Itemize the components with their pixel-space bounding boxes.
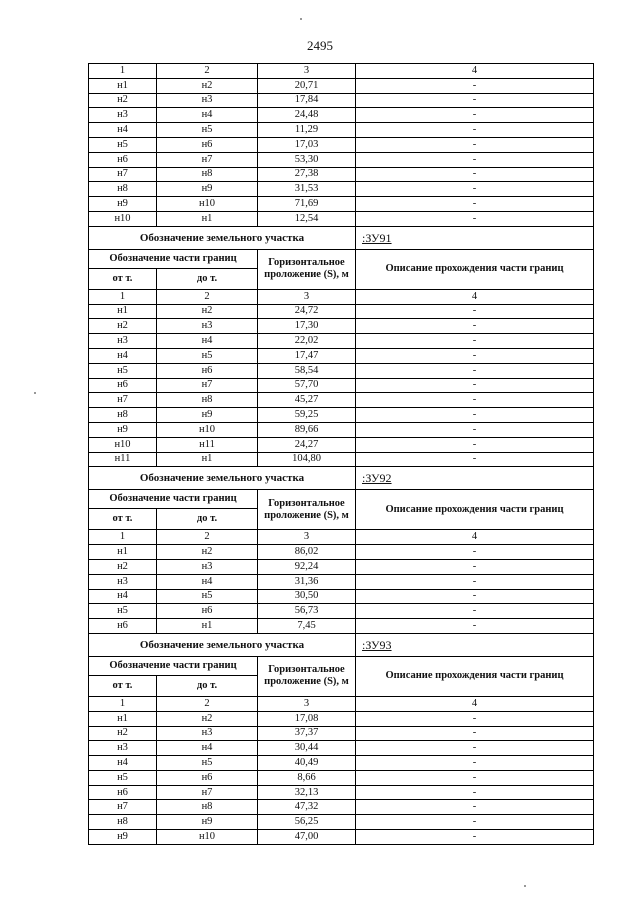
column-number: 1 [89, 696, 157, 711]
to-point-cell: н7 [157, 785, 258, 800]
table-row [89, 123, 594, 138]
distance-cell: 59,25 [258, 408, 356, 423]
description-cell: - [356, 93, 594, 108]
to-point-cell: н9 [157, 182, 258, 197]
part-boundary-header: Обозначение части границ [89, 249, 258, 268]
distance-cell: 104,80 [258, 452, 356, 467]
table-row [89, 408, 594, 423]
from-point-cell: н6 [89, 785, 157, 800]
from-point-cell: н9 [89, 422, 157, 437]
column-number: 2 [157, 530, 258, 545]
table-row [89, 589, 594, 604]
column-number: 4 [356, 64, 594, 79]
table-row [89, 756, 594, 771]
distance-cell: 7,45 [258, 619, 356, 634]
distance-cell: 92,24 [258, 559, 356, 574]
description-cell: - [356, 211, 594, 226]
to-point-cell: н5 [157, 589, 258, 604]
distance-cell: 24,27 [258, 437, 356, 452]
description-cell: - [356, 137, 594, 152]
scan-speck [524, 885, 526, 887]
from-point-cell: н8 [89, 182, 157, 197]
description-cell: - [356, 815, 594, 830]
distance-cell: 86,02 [258, 545, 356, 560]
description-cell: - [356, 741, 594, 756]
description-cell: - [356, 711, 594, 726]
from-point-cell: н3 [89, 334, 157, 349]
description-cell: - [356, 422, 594, 437]
to-point-cell: н8 [157, 800, 258, 815]
table-row [89, 545, 594, 560]
description-cell: - [356, 619, 594, 634]
distance-cell: 27,38 [258, 167, 356, 182]
to-point-cell: н6 [157, 604, 258, 619]
to-point-header: до т. [157, 675, 258, 696]
description-cell: - [356, 197, 594, 212]
description-cell: - [356, 545, 594, 560]
scan-speck [34, 392, 36, 394]
description-header: Описание прохождения части границ [356, 249, 594, 289]
distance-cell: 17,08 [258, 711, 356, 726]
to-point-cell: н2 [157, 545, 258, 560]
parcel-code: :ЗУ93 [356, 633, 594, 656]
table-row [89, 319, 594, 334]
distance-cell: 31,36 [258, 574, 356, 589]
distance-cell: 45,27 [258, 393, 356, 408]
distance-cell: 40,49 [258, 756, 356, 771]
from-point-cell: н10 [89, 211, 157, 226]
from-point-cell: н6 [89, 152, 157, 167]
to-point-cell: н5 [157, 348, 258, 363]
table-row [89, 726, 594, 741]
column-number: 3 [258, 530, 356, 545]
table-row [89, 785, 594, 800]
distance-cell: 58,54 [258, 363, 356, 378]
from-point-cell: н1 [89, 711, 157, 726]
distance-cell: 17,30 [258, 319, 356, 334]
from-point-header: от т. [89, 509, 157, 530]
from-point-cell: н9 [89, 830, 157, 845]
from-point-cell: н4 [89, 123, 157, 138]
to-point-cell: н8 [157, 393, 258, 408]
from-point-cell: н3 [89, 741, 157, 756]
table-row [89, 437, 594, 452]
to-point-cell: н9 [157, 815, 258, 830]
parcel-row [89, 467, 594, 490]
description-cell: - [356, 559, 594, 574]
from-point-cell: н7 [89, 393, 157, 408]
part-boundary-header: Обозначение части границ [89, 656, 258, 675]
table-row [89, 559, 594, 574]
to-point-cell: н5 [157, 123, 258, 138]
from-point-cell: н8 [89, 815, 157, 830]
to-point-cell: н2 [157, 711, 258, 726]
to-point-cell: н3 [157, 559, 258, 574]
to-point-cell: н10 [157, 830, 258, 845]
table-row [89, 815, 594, 830]
from-point-cell: н2 [89, 726, 157, 741]
parcel-row [89, 633, 594, 656]
description-cell: - [356, 152, 594, 167]
from-point-cell: н4 [89, 348, 157, 363]
from-point-cell: н6 [89, 619, 157, 634]
description-cell: - [356, 800, 594, 815]
table-row [89, 378, 594, 393]
to-point-cell: н6 [157, 363, 258, 378]
table-row [89, 363, 594, 378]
distance-cell: 22,02 [258, 334, 356, 349]
table-row [89, 197, 594, 212]
distance-cell: 32,13 [258, 785, 356, 800]
description-cell: - [356, 78, 594, 93]
parcel-code: :ЗУ92 [356, 467, 594, 490]
description-cell: - [356, 167, 594, 182]
from-point-cell: н6 [89, 378, 157, 393]
to-point-cell: н2 [157, 304, 258, 319]
column-number-row [89, 696, 594, 711]
to-point-cell: н6 [157, 137, 258, 152]
column-number: 2 [157, 64, 258, 79]
scan-speck [300, 18, 302, 20]
to-point-cell: н7 [157, 378, 258, 393]
description-cell: - [356, 589, 594, 604]
table-row [89, 800, 594, 815]
table-row [89, 152, 594, 167]
distance-cell: 12,54 [258, 211, 356, 226]
page-number: 2495 [307, 38, 333, 53]
from-point-cell: н4 [89, 589, 157, 604]
distance-cell: 8,66 [258, 770, 356, 785]
distance-cell: 30,50 [258, 589, 356, 604]
description-cell: - [356, 319, 594, 334]
from-point-cell: н1 [89, 545, 157, 560]
horizontal-projection-header: Горизонтальное проложение (S), м [258, 656, 356, 696]
from-point-cell: н2 [89, 559, 157, 574]
from-point-cell: н1 [89, 78, 157, 93]
description-cell: - [356, 363, 594, 378]
table-row [89, 619, 594, 634]
description-cell: - [356, 393, 594, 408]
description-cell: - [356, 378, 594, 393]
to-point-cell: н4 [157, 741, 258, 756]
description-cell: - [356, 182, 594, 197]
description-cell: - [356, 604, 594, 619]
column-number-row [89, 289, 594, 304]
column-number: 1 [89, 64, 157, 79]
header-row [89, 249, 594, 268]
description-cell: - [356, 304, 594, 319]
table-row [89, 348, 594, 363]
distance-cell: 37,37 [258, 726, 356, 741]
horizontal-projection-header: Горизонтальное проложение (S), м [258, 490, 356, 530]
to-point-cell: н10 [157, 197, 258, 212]
from-point-cell: н10 [89, 437, 157, 452]
from-point-cell: н5 [89, 604, 157, 619]
description-header: Описание прохождения части границ [356, 490, 594, 530]
table-row [89, 211, 594, 226]
distance-cell: 89,66 [258, 422, 356, 437]
boundary-table-body [89, 64, 594, 845]
column-number: 2 [157, 696, 258, 711]
description-cell: - [356, 408, 594, 423]
from-point-cell: н7 [89, 800, 157, 815]
to-point-cell: н2 [157, 78, 258, 93]
distance-cell: 17,84 [258, 93, 356, 108]
description-cell: - [356, 437, 594, 452]
table-row [89, 334, 594, 349]
distance-cell: 47,32 [258, 800, 356, 815]
table-row [89, 93, 594, 108]
description-cell: - [356, 334, 594, 349]
header-row [89, 490, 594, 509]
table-row [89, 422, 594, 437]
to-point-cell: н3 [157, 726, 258, 741]
description-cell: - [356, 452, 594, 467]
column-number: 4 [356, 696, 594, 711]
to-point-cell: н3 [157, 93, 258, 108]
from-point-cell: н5 [89, 363, 157, 378]
description-cell: - [356, 348, 594, 363]
column-number: 3 [258, 64, 356, 79]
distance-cell: 53,30 [258, 152, 356, 167]
to-point-cell: н3 [157, 319, 258, 334]
distance-cell: 20,71 [258, 78, 356, 93]
column-number: 1 [89, 530, 157, 545]
distance-cell: 56,73 [258, 604, 356, 619]
to-point-cell: н1 [157, 211, 258, 226]
table-row [89, 830, 594, 845]
column-number-row [89, 530, 594, 545]
distance-cell: 11,29 [258, 123, 356, 138]
table-row [89, 137, 594, 152]
distance-cell: 57,70 [258, 378, 356, 393]
table-row [89, 78, 594, 93]
description-cell: - [356, 785, 594, 800]
boundary-table [88, 63, 594, 845]
from-point-cell: н3 [89, 574, 157, 589]
to-point-cell: н9 [157, 408, 258, 423]
from-point-cell: н1 [89, 304, 157, 319]
table-row [89, 741, 594, 756]
horizontal-projection-header: Горизонтальное проложение (S), м [258, 249, 356, 289]
distance-cell: 47,00 [258, 830, 356, 845]
to-point-cell: н4 [157, 574, 258, 589]
part-boundary-header: Обозначение части границ [89, 490, 258, 509]
parcel-code: :ЗУ91 [356, 226, 594, 249]
table-row [89, 182, 594, 197]
description-cell: - [356, 108, 594, 123]
distance-cell: 24,48 [258, 108, 356, 123]
from-point-cell: н4 [89, 756, 157, 771]
from-point-cell: н2 [89, 93, 157, 108]
parcel-label: Обозначение земельного участка [89, 467, 356, 490]
to-point-cell: н4 [157, 108, 258, 123]
to-point-cell: н6 [157, 770, 258, 785]
distance-cell: 30,44 [258, 741, 356, 756]
column-number: 3 [258, 289, 356, 304]
table-row [89, 452, 594, 467]
column-number: 3 [258, 696, 356, 711]
from-point-cell: н9 [89, 197, 157, 212]
table-row [89, 604, 594, 619]
header-row [89, 656, 594, 675]
to-point-header: до т. [157, 509, 258, 530]
column-number-row [89, 64, 594, 79]
description-cell: - [356, 123, 594, 138]
from-point-cell: н7 [89, 167, 157, 182]
to-point-cell: н1 [157, 619, 258, 634]
to-point-cell: н7 [157, 152, 258, 167]
from-point-cell: н2 [89, 319, 157, 334]
description-cell: - [356, 574, 594, 589]
to-point-cell: н10 [157, 422, 258, 437]
description-cell: - [356, 770, 594, 785]
table-row [89, 304, 594, 319]
distance-cell: 17,47 [258, 348, 356, 363]
distance-cell: 31,53 [258, 182, 356, 197]
distance-cell: 24,72 [258, 304, 356, 319]
column-number: 2 [157, 289, 258, 304]
table-row [89, 167, 594, 182]
table-row [89, 711, 594, 726]
parcel-row [89, 226, 594, 249]
parcel-label: Обозначение земельного участка [89, 226, 356, 249]
from-point-cell: н5 [89, 770, 157, 785]
column-number: 1 [89, 289, 157, 304]
description-header: Описание прохождения части границ [356, 656, 594, 696]
description-cell: - [356, 756, 594, 771]
table-row [89, 770, 594, 785]
to-point-cell: н8 [157, 167, 258, 182]
table-row [89, 393, 594, 408]
table-row [89, 108, 594, 123]
distance-cell: 17,03 [258, 137, 356, 152]
from-point-cell: н3 [89, 108, 157, 123]
distance-cell: 71,69 [258, 197, 356, 212]
from-point-cell: н5 [89, 137, 157, 152]
column-number: 4 [356, 530, 594, 545]
table-row [89, 574, 594, 589]
distance-cell: 56,25 [258, 815, 356, 830]
to-point-cell: н5 [157, 756, 258, 771]
to-point-header: до т. [157, 268, 258, 289]
to-point-cell: н1 [157, 452, 258, 467]
description-cell: - [356, 830, 594, 845]
from-point-cell: н11 [89, 452, 157, 467]
description-cell: - [356, 726, 594, 741]
from-point-header: от т. [89, 675, 157, 696]
to-point-cell: н11 [157, 437, 258, 452]
parcel-label: Обозначение земельного участка [89, 633, 356, 656]
column-number: 4 [356, 289, 594, 304]
to-point-cell: н4 [157, 334, 258, 349]
from-point-cell: н8 [89, 408, 157, 423]
from-point-header: от т. [89, 268, 157, 289]
